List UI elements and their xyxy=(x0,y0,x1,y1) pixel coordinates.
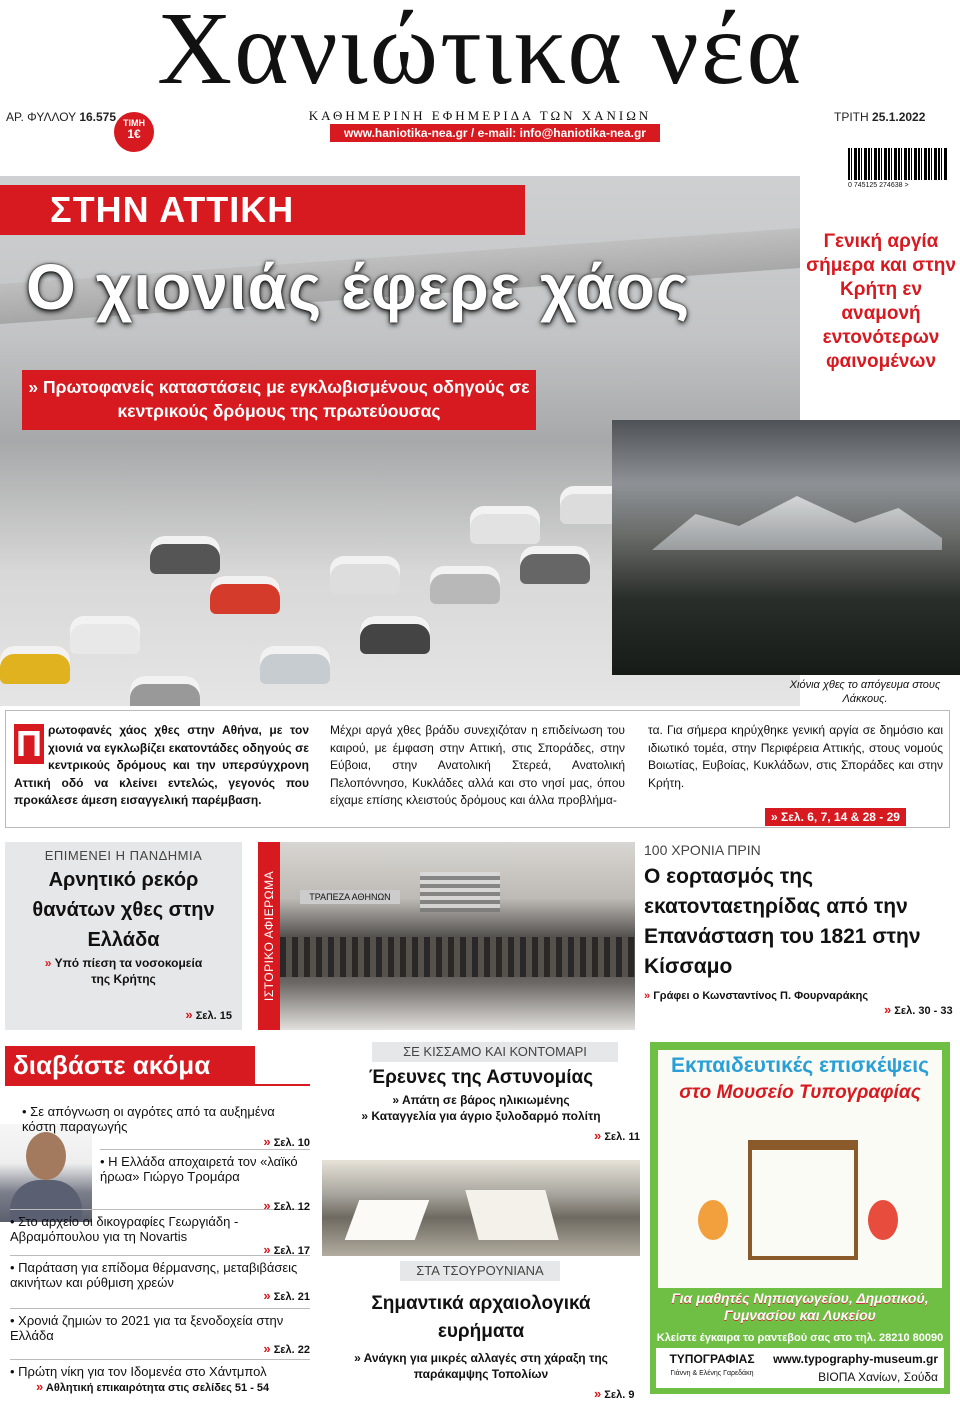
read-more-item[interactable]: • Χρονιά ζημιών το 2021 για τα ξενοδοχεία στην Ελλάδα » Σελ. 22 xyxy=(10,1313,310,1356)
history-kicker: 100 ΧΡΟΝΙΑ ΠΡΙΝ xyxy=(644,842,761,858)
ad-audience: Για μαθητές Νηπιαγωγείου, Δημοτικού, Γυμνασίου και Λυκείου xyxy=(671,1290,929,1323)
police-article[interactable] xyxy=(322,1064,640,1143)
pandemic-ref: » Σελ. 15 xyxy=(185,1007,232,1022)
hero-headline[interactable]: Ο χιονιάς έφερε χάος xyxy=(26,251,691,323)
pandemic-title: Αρνητικό ρεκόρ θανάτων χθες στην Ελλάδα xyxy=(32,869,215,951)
archaeology-kicker: ΣΤΑ ΤΣΟΥΡΟΥΝΙΑΝΑ xyxy=(400,1261,560,1281)
ad-title: Εκπαιδευτικές επισκέψεις xyxy=(671,1054,929,1077)
ad-footer xyxy=(656,1348,944,1388)
pandemic-box[interactable] xyxy=(5,842,242,1030)
price-badge: ΤΙΜΗ 1€ xyxy=(114,112,154,152)
ad-brand: ΤΥΠΟΓΡΑΦΙΑΣ xyxy=(669,1352,755,1366)
tagline: ΚΑΘΗΜΕΡΙΝΗ ΕΦΗΜΕΡΙΔΑ ΤΩΝ ΧΑΝΙΩΝ xyxy=(308,108,652,123)
photo-caption: Χιόνια χθες το απόγευμα στους Λάκκους. xyxy=(789,679,941,705)
history-vertical-label: ΙΣΤΟΡΙΚΟ ΑΦΙΕΡΩΜΑ xyxy=(262,870,276,1002)
article-column-1: Π ρωτοφανές χάος χθες στην Αθήνα, με τον χιονιά να εγκλωβίζει εκατοντάδες οδηγούς σε κεντρικούς δρόμους και την υπερσύγχρονη Αττική οδό να κλείνει εντελώς, γεγονός που προκάλεσε άμεση εισαγγελική παρέμβαση. xyxy=(14,723,309,807)
history-article[interactable] xyxy=(644,842,944,1004)
newspaper-title: Χανιώτικα νέα xyxy=(157,0,803,106)
police-ref: » Σελ. 11 xyxy=(594,1128,640,1143)
history-ref[interactable]: » Σελ. 30 - 33 xyxy=(884,1002,953,1017)
side-headline[interactable]: Γενική αργία σήμερα και στην Κρήτη εν αναμονή εντονότερων φαινομένων xyxy=(806,231,956,372)
police-sub-1: » Απάτη σε βάρος ηλικιωμένης xyxy=(392,1093,570,1107)
bank-sign: ΤΡΑΠΕΖΑ ΑΘΗΝΩΝ xyxy=(300,890,400,904)
police-kicker: ΣΕ ΚΙΣΣΑΜΟ ΚΑΙ ΚΟΝΤΟΜΑΡΙ xyxy=(372,1042,618,1062)
ad-brand-sub: Γιάννη & Ελένης Γαρεδάκη xyxy=(670,1370,754,1377)
historic-photo-crowd xyxy=(280,842,635,1030)
read-more-heading: διαβάστε ακόμα xyxy=(5,1046,255,1084)
archaeology-ref[interactable]: » Σελ. 9 xyxy=(594,1386,635,1401)
typography-museum-ad[interactable] xyxy=(650,1042,950,1394)
article-column-3: τα. Για σήμερα κηρύχθηκε γενική αργία σε δημόσιο και ιδιωτικό τομέα, στην Περιφέρεια Αττικής, στους νομούς Βοιωτίας, Ευβοίας, Κυκλάδων, στις Σποράδες και στην Κρήτη. xyxy=(648,723,943,790)
ad-subtitle: στο Μουσείο Τυπογραφίας xyxy=(679,1082,921,1103)
read-more-item[interactable]: • Στο αρχείο οι δικογραφίες Γεωργιάδη - Αβραμόπουλου για τη Novartis » Σελ. 17 xyxy=(10,1214,310,1257)
archaeology-article[interactable] xyxy=(322,1290,640,1382)
ad-website[interactable]: www.typography-museum.gr xyxy=(773,1352,938,1366)
article-column-2: Μέχρι αργά χθες βράδυ συνεχιζόταν η επιδείνωση του καιρού, με έμφαση στην Αττική, στις Σποράδες, στην Εύβοια, στην Ανατολική Στερεά, Ανατολική Πελοπόννησο, Κυκλάδες αλλά και στο νησί μας, όπου είχαμε επίσης κλειστούς δρόμους και άλλα προβλήμα- xyxy=(330,723,625,807)
read-more-item[interactable]: • Πρώτη νίκη για τον Ιδομενέα στο Χάντμπολ » Αθλητική επικαιρότητα στις σελίδες 51 - 54 xyxy=(10,1364,270,1394)
read-more-list xyxy=(10,1104,310,1394)
archaeology-title: Σημαντικά αρχαιολογικά ευρήματα xyxy=(371,1293,591,1342)
barcode-number: 0 745125 274638 > xyxy=(848,182,909,189)
archaeology-sub: » Ανάγκη για μικρές αλλαγές στη χάραξη της παράκαμψης Τοπολίων xyxy=(354,1351,608,1381)
read-more-item[interactable]: • Σε απόγνωση οι αγρότες από τα αυξημένα κόστη παραγωγής » Σελ. 10 xyxy=(22,1104,310,1149)
dropcap: Π xyxy=(16,723,42,764)
barcode xyxy=(848,148,948,180)
read-more-item[interactable]: • Παράταση για επίδομα θέρμανσης, μεταβιβάσεις ακινήτων και ρύθμιση χρεών » Σελ. 21 xyxy=(10,1260,310,1303)
history-byline: » Γράφει ο Κωνσταντίνος Π. Φουρναράκης xyxy=(644,990,869,1002)
archaeology-photo xyxy=(322,1160,640,1256)
pandemic-kicker: ΕΠΙΜΕΝΕΙ Η ΠΑΝΔΗΜΙΑ xyxy=(44,848,203,863)
snowy-mountain-photo xyxy=(612,420,960,675)
issue-date: ΤΡΙΤΗ 25.1.2022 xyxy=(834,110,926,124)
read-more-item[interactable]: • Η Ελλάδα αποχαιρετά τον «λαϊκό ήρωα» Γιώργο Τρομάρα » Σελ. 12 xyxy=(100,1154,310,1213)
read-more-rule xyxy=(5,1084,310,1086)
police-title: Έρευνες της Αστυνομίας xyxy=(368,1067,594,1088)
article-page-ref[interactable]: » Σελ. 6, 7, 14 & 28 - 29 xyxy=(765,808,906,826)
ad-location: ΒΙΟΠΑ Χανίων, Σούδα xyxy=(818,1370,938,1384)
hero-kicker: ΣΤΗΝ ΑΤΤΙΚΗ xyxy=(0,185,525,235)
website-email[interactable]: www.haniotika-nea.gr / e-mail: info@haniotika-nea.gr xyxy=(330,124,660,142)
history-title: Ο εορτασμός της εκατονταετηρίδας από την Επανάσταση του 1821 στην Κίσσαμο xyxy=(644,865,921,978)
hero-subheadline: » Πρωτοφανείς καταστάσεις με εγκλωβισμένους οδηγούς σε κεντρικούς δρόμους της πρωτεύουσας xyxy=(22,370,536,430)
issue-number: ΑΡ. ΦΥΛΛΟΥ 16.575 xyxy=(6,110,117,124)
ad-phone-note: Κλείστε έγκαιρα το ραντεβού σας στο τηλ. 28210 80090 xyxy=(656,1332,944,1344)
pandemic-sub: » Υπό πίεση τα νοσοκομεία της Κρήτης xyxy=(44,956,203,986)
police-sub-2: » Καταγγελία για άγριο ξυλοδαρμό πολίτη xyxy=(361,1109,601,1123)
